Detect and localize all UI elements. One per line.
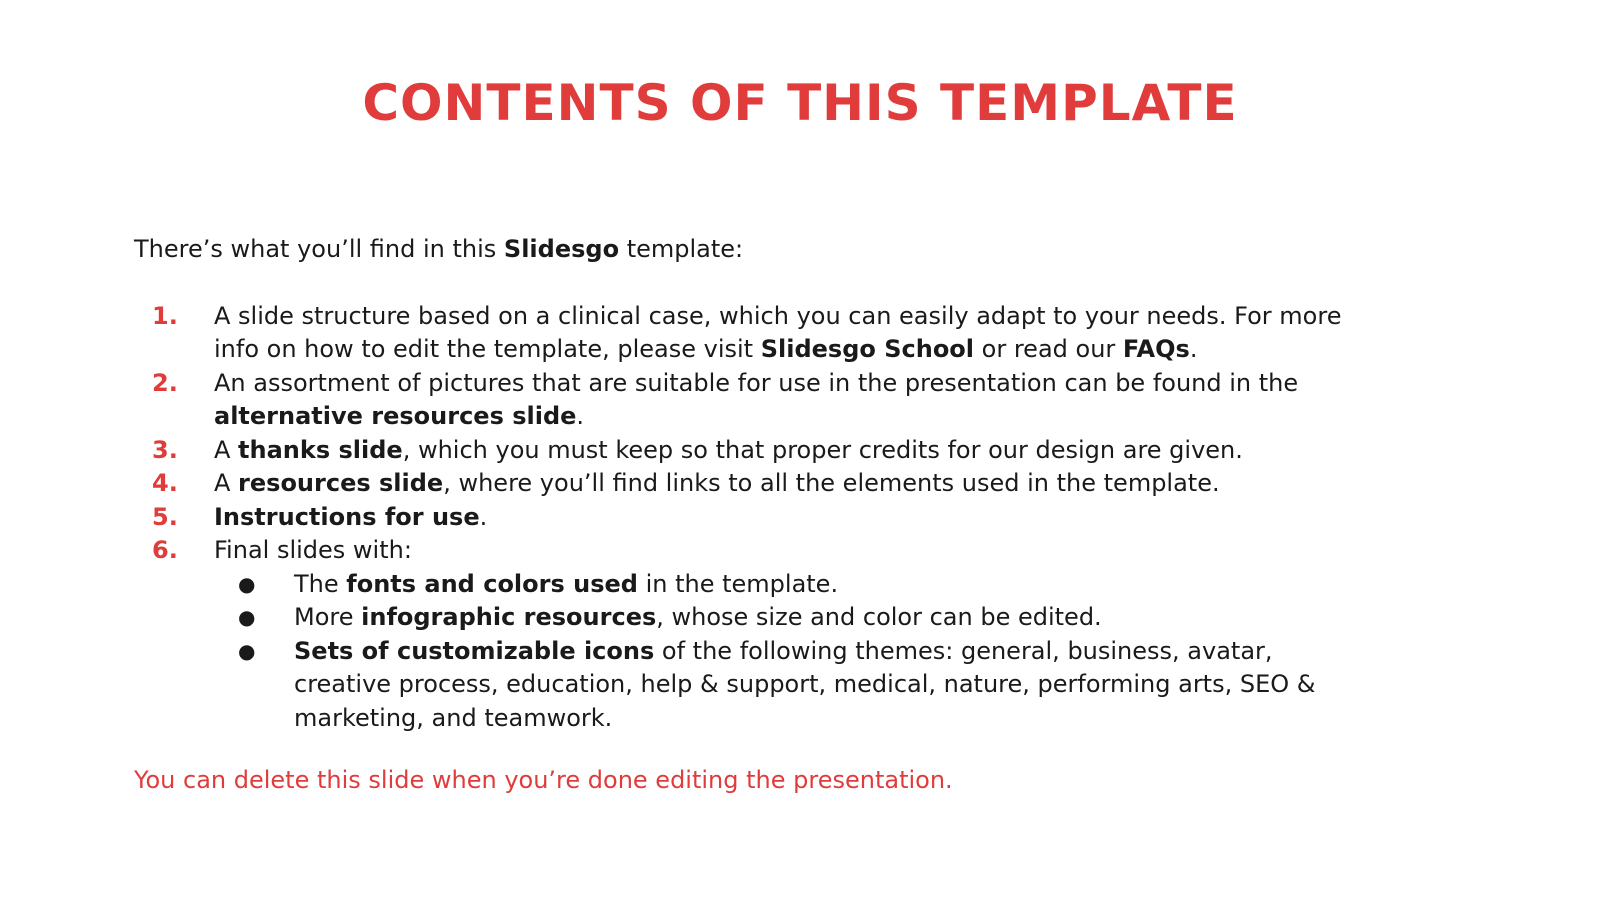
slide-body [134,233,1354,735]
item-text: A [214,435,239,464]
intro-text-before: There’s what you’ll find in this [134,235,504,263]
item-text: or read our [974,335,1123,363]
list-item-2 [134,367,1354,434]
list-item-1 [134,300,1354,367]
subitem-text: More [294,603,362,631]
item-text: . [1189,335,1198,363]
item-text: , where you’ll find links to all the elements used in the template. [443,469,1220,497]
subitem-text: The [294,569,347,598]
item-text: . [576,402,585,430]
item-text: , which you must keep so that proper credits for our design are given. [402,435,1243,464]
item-number: 6. [152,536,178,564]
subitem-bold-text: Sets of customizable icons [294,636,655,665]
bullet-icon: ● [238,605,256,629]
subitem-text: of the following themes: general, business, avatar, creative process, education, help & support, medical, nature, performing arts, SEO & marketing, and teamwork. [294,636,1316,732]
list-item-4 [134,467,1354,501]
item-bold-text: thanks slide [238,435,403,464]
subitem-bold-text: fonts and colors used [346,569,638,598]
item-text: A slide structure based on a clinical case, which you can easily adapt to your needs. For more info on how to edit the template, please visit [214,301,1342,363]
slide-title: CONTENTS OF THIS TEMPLATE [362,74,1238,132]
sublist-item-2 [214,601,1354,635]
item-text: . [479,502,488,531]
list-item-6 [134,534,1354,735]
intro-brand: Slidesgo [503,235,620,263]
item-bold-text: resources slide [238,469,444,497]
sublist-item-1 [214,568,1354,602]
sublist-item-3 [214,635,1354,736]
bullet-icon: ● [238,571,256,596]
list-item-5 [134,501,1354,535]
item-bold-text: FAQs [1122,335,1190,363]
list-item-3 [134,434,1354,468]
subitem-bold-text: infographic resources [361,603,657,631]
item-number: 4. [152,469,178,497]
item-bold-text: Instructions for use [214,502,480,531]
intro-paragraph [134,233,1354,267]
subitem-text: , whose size and color can be edited. [656,603,1102,631]
bullet-icon: ● [238,638,256,663]
item-text: A [214,469,239,497]
intro-text-after: template: [619,235,744,263]
item-bold-text: Slidesgo School [760,335,975,363]
subitem-text: in the template. [637,569,839,598]
item-text: Final slides with: [214,536,412,564]
delete-slide-note: You can delete this slide when you’re done editing the presentation. [134,766,953,794]
contents-list [134,300,1354,736]
item-number: 5. [152,502,178,531]
item-text: An assortment of pictures that are suitable for use in the presentation can be found in the [214,368,1299,397]
item-bold-text: alternative resources slide [214,402,577,430]
item-number: 1. [152,301,178,330]
item-number: 3. [152,435,178,464]
final-slides-sublist [214,568,1354,736]
item-number: 2. [152,368,178,397]
